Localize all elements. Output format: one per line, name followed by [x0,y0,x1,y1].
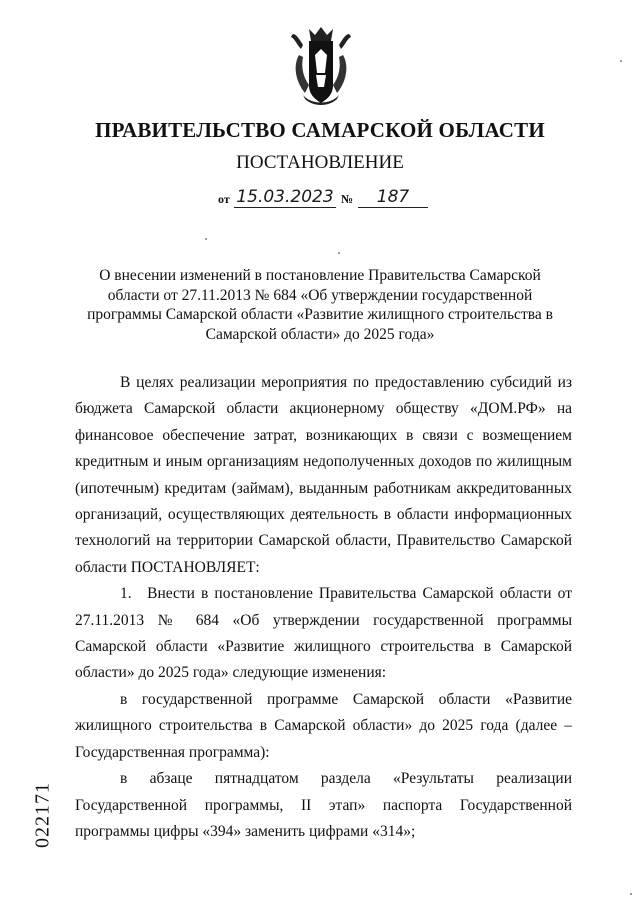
date-prefix: от [218,192,230,206]
scan-speck [205,238,207,240]
scan-speck [338,252,340,254]
program-paragraph: в государственной программе Самарской области «Развитие жилищного строительства в Самарской области» до 2025 года (далее – Государственная программа): [75,690,572,761]
document-body [75,370,572,845]
number-value: 187 [358,187,428,208]
date-value: 15.03.2023 [234,187,336,208]
item-1-paragraph: 1. Внести в постановление Правительства Самарской области от 27.11.2013 № 684 «Об утверждении государственной программы Самарской области «Развитие жилищного строительства в Самарской области» до 2025 года» следующие изменения: [75,585,572,682]
document-subject: О внесении изменений в постановление Правительства Самарской области от 27.11.2013 № 684 «Об утверждении государственной программы Самарской области «Развитие жилищного строительства в Самарской области» до 2025 года» [87,267,553,343]
side-serial-number-text: 022171 [31,782,54,848]
side-serial-number [28,770,58,860]
date-number-line [218,186,438,210]
doc-type: ПОСТАНОВЛЕНИЕ [236,152,404,173]
number-prefix: № [341,192,354,206]
amendment-paragraph: в абзаце пятнадцатом раздела «Результаты реализации Государственной программы, II этап» паспорта Государственной программы цифры «394» заменить цифрами «314»; [75,770,572,840]
samara-coat-of-arms-icon [289,25,353,107]
org-title: ПРАВИТЕЛЬСТВО САМАРСКОЙ ОБЛАСТИ [95,118,545,142]
preamble-paragraph: В целях реализации мероприятия по предоставлению субсидий из бюджета Самарской области акционерному обществу «ДОМ.РФ» на финансовое обеспечение затрат, возникающих в связи с возмещением кредитным и иным организациям недополученных доходов по жилищным (ипотечным) кредитам (займам), выданным работникам аккредитованных организаций, осуществляющих деятельность в области информационных технологий на территории Самарской области, Правительство Самарской области ПОСТАНОВЛЯЕТ: [75,374,572,576]
scan-speck [630,893,632,895]
scan-speck [620,60,622,62]
